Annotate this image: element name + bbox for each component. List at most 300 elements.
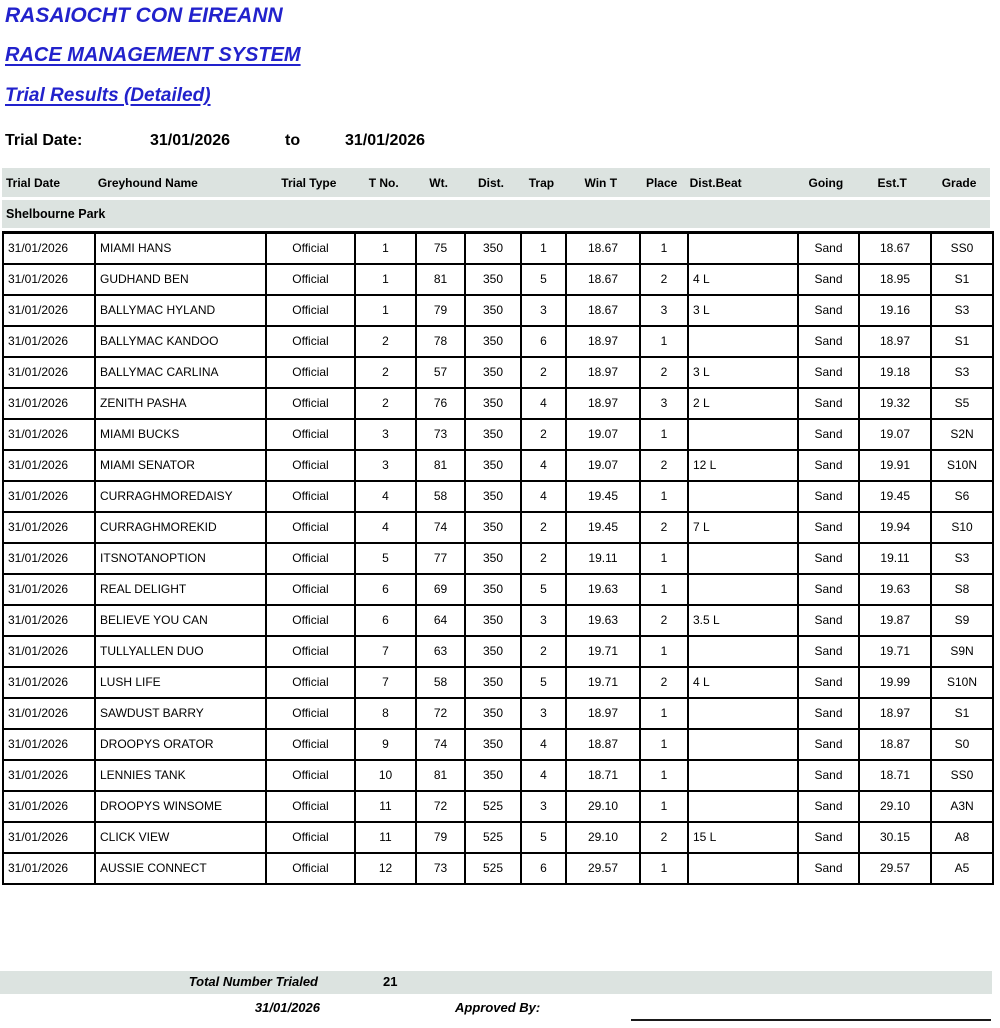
cell: A8 xyxy=(931,822,993,853)
cell: Sand xyxy=(798,698,859,729)
cell xyxy=(688,760,798,791)
cell: 18.87 xyxy=(859,729,931,760)
cell: 31/01/2026 xyxy=(3,574,95,605)
cell: CURRAGHMOREKID xyxy=(95,512,266,543)
cell: Official xyxy=(266,636,355,667)
cell: 3 L xyxy=(688,357,798,388)
cell: 12 L xyxy=(688,450,798,481)
cell: Official xyxy=(266,698,355,729)
cell: 525 xyxy=(465,822,521,853)
column-header-going: Going xyxy=(808,175,844,190)
total-trialed-bar xyxy=(0,971,992,994)
cell: S10 xyxy=(931,512,993,543)
cell: 350 xyxy=(465,326,521,357)
cell: Official xyxy=(266,388,355,419)
cell: 15 L xyxy=(688,822,798,853)
to-label: to xyxy=(285,132,301,149)
table-row xyxy=(3,822,993,853)
cell: 18.97 xyxy=(566,326,640,357)
report-title: Trial Results (Detailed) xyxy=(5,85,211,106)
cell: 3 xyxy=(521,605,566,636)
cell: 3 L xyxy=(688,295,798,326)
cell: 2 L xyxy=(688,388,798,419)
cell: 1 xyxy=(640,419,688,450)
cell: 29.10 xyxy=(859,791,931,822)
cell: SS0 xyxy=(931,760,993,791)
cell: Official xyxy=(266,822,355,853)
cell: 18.67 xyxy=(566,233,640,264)
cell: Official xyxy=(266,574,355,605)
cell: CLICK VIEW xyxy=(95,822,266,853)
cell: 31/01/2026 xyxy=(3,357,95,388)
cell: 3 xyxy=(521,791,566,822)
cell: Official xyxy=(266,357,355,388)
cell xyxy=(688,729,798,760)
cell: S5 xyxy=(931,388,993,419)
cell: 19.63 xyxy=(859,574,931,605)
cell: 18.97 xyxy=(566,357,640,388)
cell: DROOPYS WINSOME xyxy=(95,791,266,822)
cell: Sand xyxy=(798,729,859,760)
cell: Sand xyxy=(798,357,859,388)
table-row xyxy=(3,295,993,326)
total-trialed-label: Total Number Trialed xyxy=(188,974,318,989)
cell: 350 xyxy=(465,357,521,388)
cell: 1 xyxy=(640,636,688,667)
cell: 350 xyxy=(465,605,521,636)
cell: S0 xyxy=(931,729,993,760)
cell: Official xyxy=(266,233,355,264)
cell: 4 xyxy=(521,388,566,419)
cell: Sand xyxy=(798,450,859,481)
cell: 78 xyxy=(416,326,465,357)
cell: 31/01/2026 xyxy=(3,636,95,667)
cell: Sand xyxy=(798,512,859,543)
column-header-trial-date: Trial Date xyxy=(6,175,61,190)
cell: 350 xyxy=(465,636,521,667)
cell: 350 xyxy=(465,481,521,512)
table-row xyxy=(3,605,993,636)
cell: 2 xyxy=(355,388,416,419)
cell: 5 xyxy=(521,264,566,295)
cell: LENNIES TANK xyxy=(95,760,266,791)
table-row xyxy=(3,357,993,388)
cell xyxy=(688,636,798,667)
cell: 77 xyxy=(416,543,465,574)
cell: 350 xyxy=(465,233,521,264)
cell: 1 xyxy=(640,698,688,729)
footer-line xyxy=(0,1000,1000,1018)
cell: 18.97 xyxy=(859,698,931,729)
cell: 31/01/2026 xyxy=(3,295,95,326)
cell: 31/01/2026 xyxy=(3,605,95,636)
cell: 19.11 xyxy=(566,543,640,574)
cell: 2 xyxy=(521,419,566,450)
cell: 1 xyxy=(640,791,688,822)
cell: 1 xyxy=(640,233,688,264)
cell: 31/01/2026 xyxy=(3,667,95,698)
trial-date-line xyxy=(0,132,1000,152)
cell: 1 xyxy=(640,729,688,760)
cell: 69 xyxy=(416,574,465,605)
cell: 81 xyxy=(416,450,465,481)
cell: Official xyxy=(266,295,355,326)
cell: 31/01/2026 xyxy=(3,388,95,419)
cell: S8 xyxy=(931,574,993,605)
cell: A5 xyxy=(931,853,993,884)
cell: 76 xyxy=(416,388,465,419)
cell: 19.07 xyxy=(566,450,640,481)
cell: Official xyxy=(266,450,355,481)
cell: 350 xyxy=(465,295,521,326)
cell: 7 L xyxy=(688,512,798,543)
cell: 31/01/2026 xyxy=(3,233,95,264)
cell: 2 xyxy=(521,636,566,667)
approved-by-signature-line xyxy=(631,1019,991,1021)
cell: 3 xyxy=(521,698,566,729)
cell: 19.87 xyxy=(859,605,931,636)
cell: 19.18 xyxy=(859,357,931,388)
cell xyxy=(688,543,798,574)
cell xyxy=(688,791,798,822)
cell: 64 xyxy=(416,605,465,636)
cell: 5 xyxy=(521,822,566,853)
cell: 6 xyxy=(521,853,566,884)
cell: 19.71 xyxy=(566,636,640,667)
cell: 4 xyxy=(355,512,416,543)
trial-date-label: Trial Date: xyxy=(5,132,83,149)
cell: S3 xyxy=(931,543,993,574)
cell: 350 xyxy=(465,729,521,760)
cell: 3 xyxy=(355,419,416,450)
cell: REAL DELIGHT xyxy=(95,574,266,605)
cell: 58 xyxy=(416,667,465,698)
cell: 73 xyxy=(416,419,465,450)
cell: ITSNOTANOPTION xyxy=(95,543,266,574)
cell: Official xyxy=(266,264,355,295)
cell: Sand xyxy=(798,543,859,574)
cell: Sand xyxy=(798,419,859,450)
total-trialed-value: 21 xyxy=(383,974,398,989)
cell: 4 xyxy=(521,481,566,512)
cell: CURRAGHMOREDAISY xyxy=(95,481,266,512)
cell: 7 xyxy=(355,636,416,667)
cell: Official xyxy=(266,760,355,791)
cell: Sand xyxy=(798,233,859,264)
cell: 10 xyxy=(355,760,416,791)
system-title: RACE MANAGEMENT SYSTEM xyxy=(5,44,301,66)
cell: 12 xyxy=(355,853,416,884)
cell: 7 xyxy=(355,667,416,698)
cell: 19.63 xyxy=(566,574,640,605)
cell: TULLYALLEN DUO xyxy=(95,636,266,667)
cell: Official xyxy=(266,419,355,450)
cell: S1 xyxy=(931,264,993,295)
cell: 6 xyxy=(355,574,416,605)
cell: GUDHAND BEN xyxy=(95,264,266,295)
cell: 350 xyxy=(465,698,521,729)
table-row xyxy=(3,481,993,512)
track-name: Shelbourne Park xyxy=(6,207,106,221)
cell: 2 xyxy=(640,512,688,543)
cell: SS0 xyxy=(931,233,993,264)
cell: 30.15 xyxy=(859,822,931,853)
cell xyxy=(688,574,798,605)
column-header-trial-type: Trial Type xyxy=(281,175,337,190)
cell: 57 xyxy=(416,357,465,388)
cell: 79 xyxy=(416,822,465,853)
table-row xyxy=(3,326,993,357)
cell: MIAMI HANS xyxy=(95,233,266,264)
cell: 1 xyxy=(640,481,688,512)
cell: 1 xyxy=(640,760,688,791)
cell: 18.67 xyxy=(566,264,640,295)
cell: S1 xyxy=(931,698,993,729)
cell: 74 xyxy=(416,729,465,760)
cell: Sand xyxy=(798,605,859,636)
cell: 4 xyxy=(521,729,566,760)
cell: 525 xyxy=(465,791,521,822)
table-row xyxy=(3,543,993,574)
cell: AUSSIE CONNECT xyxy=(95,853,266,884)
column-header-dist-beat: Dist.Beat xyxy=(689,175,742,190)
cell: 19.94 xyxy=(859,512,931,543)
cell: LUSH LIFE xyxy=(95,667,266,698)
cell: Sand xyxy=(798,822,859,853)
cell: 72 xyxy=(416,698,465,729)
cell: S6 xyxy=(931,481,993,512)
table-row xyxy=(3,512,993,543)
cell: 18.95 xyxy=(859,264,931,295)
column-header-trap: Trap xyxy=(528,175,555,190)
column-header-t-no-: T No. xyxy=(368,175,399,190)
cell: S2N xyxy=(931,419,993,450)
table-row xyxy=(3,419,993,450)
column-header-place: Place xyxy=(645,175,678,190)
cell: 2 xyxy=(640,822,688,853)
table-row xyxy=(3,791,993,822)
cell: 18.87 xyxy=(566,729,640,760)
cell: 74 xyxy=(416,512,465,543)
cell: S10N xyxy=(931,667,993,698)
cell: 31/01/2026 xyxy=(3,326,95,357)
cell: Official xyxy=(266,729,355,760)
table-row xyxy=(3,636,993,667)
column-header-wt-: Wt. xyxy=(429,175,448,190)
cell: 18.71 xyxy=(859,760,931,791)
cell: 1 xyxy=(640,574,688,605)
cell: 2 xyxy=(355,326,416,357)
cell: 4 L xyxy=(688,264,798,295)
cell: 19.45 xyxy=(566,481,640,512)
cell: 2 xyxy=(640,450,688,481)
cell: Sand xyxy=(798,481,859,512)
cell: 1 xyxy=(355,233,416,264)
cell: 29.10 xyxy=(566,791,640,822)
cell: 350 xyxy=(465,512,521,543)
cell: 4 L xyxy=(688,667,798,698)
cell: Official xyxy=(266,667,355,698)
cell: 2 xyxy=(640,357,688,388)
cell xyxy=(688,419,798,450)
cell: 2 xyxy=(355,357,416,388)
cell: 29.57 xyxy=(859,853,931,884)
cell: 350 xyxy=(465,760,521,791)
cell: 19.32 xyxy=(859,388,931,419)
cell: 4 xyxy=(521,450,566,481)
table-row xyxy=(3,388,993,419)
cell: 18.97 xyxy=(566,388,640,419)
cell xyxy=(688,233,798,264)
cell: 72 xyxy=(416,791,465,822)
cell: 31/01/2026 xyxy=(3,791,95,822)
cell: MIAMI BUCKS xyxy=(95,419,266,450)
cell: 1 xyxy=(355,264,416,295)
cell: 19.45 xyxy=(859,481,931,512)
cell: 350 xyxy=(465,574,521,605)
cell xyxy=(688,698,798,729)
cell: 19.99 xyxy=(859,667,931,698)
cell: BALLYMAC HYLAND xyxy=(95,295,266,326)
cell: Sand xyxy=(798,760,859,791)
cell: 4 xyxy=(355,481,416,512)
cell: 19.45 xyxy=(566,512,640,543)
cell: 19.63 xyxy=(566,605,640,636)
cell: 5 xyxy=(355,543,416,574)
cell: S9N xyxy=(931,636,993,667)
cell: 58 xyxy=(416,481,465,512)
cell: 31/01/2026 xyxy=(3,760,95,791)
cell: Sand xyxy=(798,326,859,357)
cell: 29.57 xyxy=(566,853,640,884)
cell: 350 xyxy=(465,264,521,295)
column-header-greyhound-name: Greyhound Name xyxy=(97,175,198,190)
cell: 2 xyxy=(521,543,566,574)
cell xyxy=(688,481,798,512)
cell: BALLYMAC KANDOO xyxy=(95,326,266,357)
cell: Sand xyxy=(798,388,859,419)
cell: 81 xyxy=(416,264,465,295)
cell: 9 xyxy=(355,729,416,760)
cell: 31/01/2026 xyxy=(3,481,95,512)
trial-date-from: 31/01/2026 xyxy=(150,132,231,149)
cell: 350 xyxy=(465,388,521,419)
cell: 19.11 xyxy=(859,543,931,574)
cell: 350 xyxy=(465,419,521,450)
column-header-est-t: Est.T xyxy=(877,175,907,190)
cell: Official xyxy=(266,481,355,512)
cell: 19.91 xyxy=(859,450,931,481)
cell: 3.5 L xyxy=(688,605,798,636)
cell: 18.67 xyxy=(566,295,640,326)
cell: 31/01/2026 xyxy=(3,419,95,450)
cell: 18.71 xyxy=(566,760,640,791)
trial-date-to: 31/01/2026 xyxy=(345,132,426,149)
report-footer-date: 31/01/2026 xyxy=(254,1000,320,1015)
track-section-row xyxy=(2,200,990,228)
cell: Sand xyxy=(798,574,859,605)
table-row xyxy=(3,667,993,698)
cell: 31/01/2026 xyxy=(3,698,95,729)
cell: 31/01/2026 xyxy=(3,822,95,853)
cell: Sand xyxy=(798,295,859,326)
results-table xyxy=(2,231,994,885)
cell: DROOPYS ORATOR xyxy=(95,729,266,760)
cell: MIAMI SENATOR xyxy=(95,450,266,481)
cell: 4 xyxy=(521,760,566,791)
cell: S3 xyxy=(931,295,993,326)
cell: 81 xyxy=(416,760,465,791)
cell: 29.10 xyxy=(566,822,640,853)
cell: Official xyxy=(266,853,355,884)
table-row xyxy=(3,264,993,295)
table-row xyxy=(3,729,993,760)
cell: Sand xyxy=(798,264,859,295)
table-row xyxy=(3,853,993,884)
cell: 8 xyxy=(355,698,416,729)
cell: 31/01/2026 xyxy=(3,543,95,574)
cell: 2 xyxy=(640,264,688,295)
cell: 6 xyxy=(355,605,416,636)
cell xyxy=(688,853,798,884)
cell: 18.97 xyxy=(566,698,640,729)
cell: 350 xyxy=(465,667,521,698)
cell: 19.71 xyxy=(566,667,640,698)
cell: 73 xyxy=(416,853,465,884)
cell: 2 xyxy=(640,667,688,698)
cell: 19.07 xyxy=(566,419,640,450)
cell: 19.71 xyxy=(859,636,931,667)
cell: BALLYMAC CARLINA xyxy=(95,357,266,388)
cell: 3 xyxy=(355,450,416,481)
cell: Official xyxy=(266,543,355,574)
cell: 11 xyxy=(355,822,416,853)
cell: 19.16 xyxy=(859,295,931,326)
table-row xyxy=(3,760,993,791)
cell xyxy=(688,326,798,357)
cell: S10N xyxy=(931,450,993,481)
cell: 3 xyxy=(640,295,688,326)
cell: 79 xyxy=(416,295,465,326)
table-row xyxy=(3,450,993,481)
org-title: RASAIOCHT CON EIREANN xyxy=(5,4,283,27)
cell: 3 xyxy=(640,388,688,419)
cell: 2 xyxy=(521,357,566,388)
cell: 31/01/2026 xyxy=(3,512,95,543)
cell: BELIEVE YOU CAN xyxy=(95,605,266,636)
column-header-win-t: Win T xyxy=(584,175,618,190)
cell: 1 xyxy=(640,853,688,884)
cell: Official xyxy=(266,791,355,822)
cell: 19.07 xyxy=(859,419,931,450)
cell: 1 xyxy=(640,543,688,574)
cell: S1 xyxy=(931,326,993,357)
cell: 31/01/2026 xyxy=(3,450,95,481)
cell: 1 xyxy=(355,295,416,326)
cell: Sand xyxy=(798,667,859,698)
cell: 2 xyxy=(521,512,566,543)
table-column-header-row xyxy=(2,168,990,197)
cell: Sand xyxy=(798,636,859,667)
cell: S3 xyxy=(931,357,993,388)
cell: 31/01/2026 xyxy=(3,853,95,884)
cell: 18.67 xyxy=(859,233,931,264)
cell: 5 xyxy=(521,574,566,605)
approved-by-label: Approved By: xyxy=(455,1000,541,1015)
cell: Official xyxy=(266,605,355,636)
cell: 18.97 xyxy=(859,326,931,357)
cell: 6 xyxy=(521,326,566,357)
